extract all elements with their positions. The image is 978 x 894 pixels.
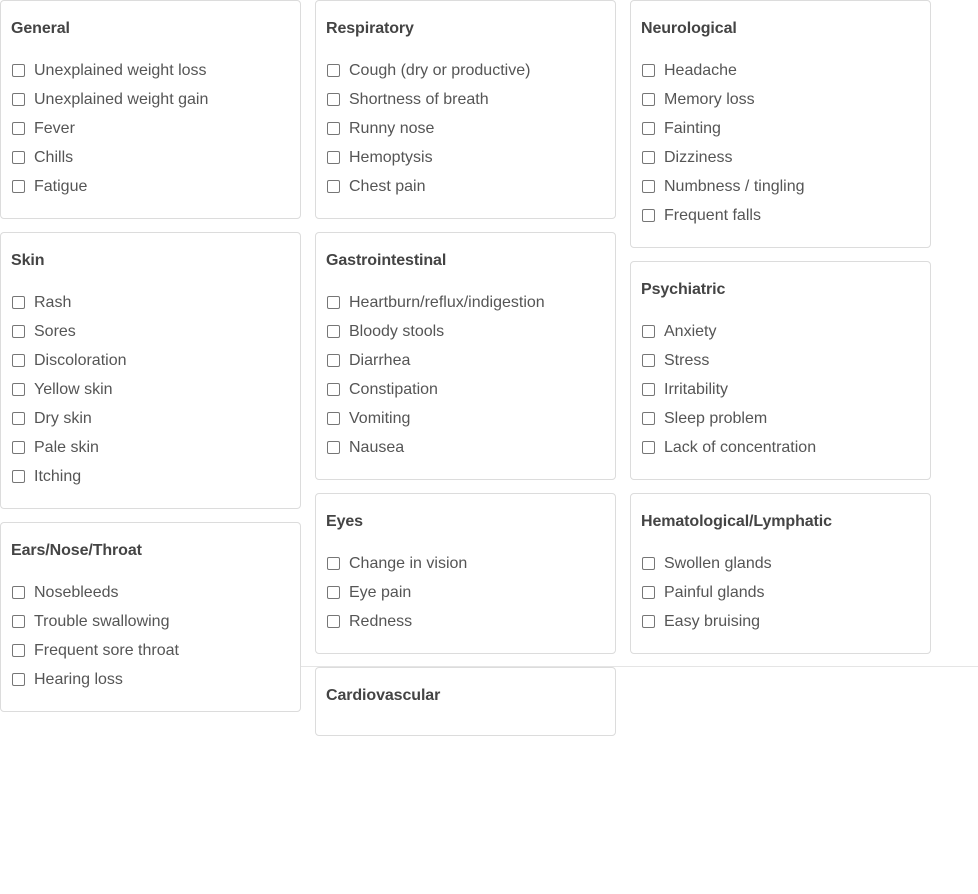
option-fainting[interactable]	[641, 114, 920, 143]
checkbox[interactable]	[642, 151, 655, 164]
checkbox[interactable]	[642, 586, 655, 599]
option-stress[interactable]	[641, 346, 920, 375]
checkbox[interactable]	[327, 64, 340, 77]
option-label: Redness	[349, 613, 413, 630]
card-title: Neurological	[641, 20, 737, 37]
option-label: Nosebleeds	[34, 584, 119, 601]
option-irritability[interactable]	[641, 375, 920, 404]
checkbox[interactable]	[327, 151, 340, 164]
option-label: Stress	[664, 352, 710, 369]
option-label: Pale skin	[34, 439, 99, 456]
option-label: Rash	[34, 294, 72, 311]
option-label: Sleep problem	[664, 410, 768, 427]
option-fever[interactable]	[11, 114, 290, 143]
option-label: Cough (dry or productive)	[349, 62, 531, 79]
checkbox[interactable]	[327, 557, 340, 570]
option-label: Hearing loss	[34, 671, 123, 688]
option-itching[interactable]	[11, 462, 290, 491]
column-1	[0, 0, 301, 725]
option-label: Anxiety	[664, 323, 717, 340]
option-numbness-tingling[interactable]	[641, 172, 920, 201]
option-rash[interactable]	[11, 288, 290, 317]
option-label: Nausea	[349, 439, 405, 456]
checkbox[interactable]	[327, 412, 340, 425]
card-ears-nose-throat	[0, 522, 301, 712]
option-heartburn[interactable]	[326, 288, 605, 317]
option-vomiting[interactable]	[326, 404, 605, 433]
option-label: Runny nose	[349, 120, 435, 137]
option-label: Chills	[34, 149, 74, 166]
checkbox[interactable]	[327, 325, 340, 338]
checkbox[interactable]	[642, 209, 655, 222]
checkbox[interactable]	[642, 412, 655, 425]
checkbox[interactable]	[12, 383, 25, 396]
option-label: Sores	[34, 323, 76, 340]
option-label: Diarrhea	[349, 352, 411, 369]
option-label: Shortness of breath	[349, 91, 489, 108]
option-hearing-loss[interactable]	[11, 665, 290, 694]
checkbox[interactable]	[12, 673, 25, 686]
checkbox[interactable]	[642, 383, 655, 396]
option-shortness-of-breath[interactable]	[326, 85, 605, 114]
card-title: Psychiatric	[641, 281, 726, 298]
option-constipation[interactable]	[326, 375, 605, 404]
option-label: Frequent sore throat	[34, 642, 179, 659]
column-3	[630, 0, 931, 667]
checkbox[interactable]	[12, 296, 25, 309]
option-label: Irritability	[664, 381, 729, 398]
option-label: Memory loss	[664, 91, 755, 108]
option-label: Painful glands	[664, 584, 765, 601]
option-label: Bloody stools	[349, 323, 445, 340]
checkbox[interactable]	[12, 644, 25, 657]
option-label: Eye pain	[349, 584, 412, 601]
checkbox[interactable]	[642, 615, 655, 628]
option-label: Lack of concentration	[664, 439, 817, 456]
option-chest-pain[interactable]	[326, 172, 605, 201]
card-title: Cardiovascular	[326, 687, 441, 704]
option-yellow-skin[interactable]	[11, 375, 290, 404]
option-dry-skin[interactable]	[11, 404, 290, 433]
checkbox[interactable]	[327, 586, 340, 599]
option-trouble-swallowing[interactable]	[11, 607, 290, 636]
option-label: Fever	[34, 120, 75, 137]
card-cardiovascular	[315, 667, 616, 736]
option-label: Headache	[664, 62, 737, 79]
option-memory-loss[interactable]	[641, 85, 920, 114]
option-label: Itching	[34, 468, 82, 485]
checkbox[interactable]	[327, 93, 340, 106]
checkbox[interactable]	[327, 383, 340, 396]
checkbox[interactable]	[12, 151, 25, 164]
option-lack-of-concentration[interactable]	[641, 433, 920, 462]
checkbox[interactable]	[12, 122, 25, 135]
option-label: Unexplained weight gain	[34, 91, 209, 108]
checkbox[interactable]	[642, 441, 655, 454]
card-psychiatric	[630, 261, 931, 480]
checkbox[interactable]	[12, 586, 25, 599]
option-label: Chest pain	[349, 178, 426, 195]
option-label: Change in vision	[349, 555, 468, 572]
checkbox[interactable]	[327, 296, 340, 309]
card-title: Gastrointestinal	[326, 252, 447, 269]
option-label: Trouble swallowing	[34, 613, 170, 630]
option-label: Constipation	[349, 381, 438, 398]
option-label: Numbness / tingling	[664, 178, 805, 195]
checkbox[interactable]	[327, 180, 340, 193]
column-2	[315, 0, 616, 749]
option-painful-glands[interactable]	[641, 578, 920, 607]
card-title: Respiratory	[326, 20, 414, 37]
option-label: Vomiting	[349, 410, 411, 427]
checkbox[interactable]	[642, 122, 655, 135]
option-unexplained-weight-gain[interactable]	[11, 85, 290, 114]
checkbox[interactable]	[12, 470, 25, 483]
checkbox[interactable]	[12, 64, 25, 77]
card-hematological-lymphatic	[630, 493, 931, 654]
option-label: Frequent falls	[664, 207, 761, 224]
option-label: Heartburn/reflux/indigestion	[349, 294, 545, 311]
option-frequent-sore-throat[interactable]	[11, 636, 290, 665]
option-eye-pain[interactable]	[326, 578, 605, 607]
checkbox[interactable]	[642, 354, 655, 367]
card-title: Skin	[11, 252, 45, 269]
option-redness[interactable]	[326, 607, 605, 636]
checkbox[interactable]	[327, 122, 340, 135]
checkbox[interactable]	[642, 93, 655, 106]
option-frequent-falls[interactable]	[641, 201, 920, 230]
option-dizziness[interactable]	[641, 143, 920, 172]
checkbox[interactable]	[327, 615, 340, 628]
option-hemoptysis[interactable]	[326, 143, 605, 172]
option-runny-nose[interactable]	[326, 114, 605, 143]
option-label: Easy bruising	[664, 613, 761, 630]
card-gastrointestinal	[315, 232, 616, 480]
card-title: Eyes	[326, 513, 363, 530]
option-label: Yellow skin	[34, 381, 113, 398]
option-sores[interactable]	[11, 317, 290, 346]
option-nausea[interactable]	[326, 433, 605, 462]
checkbox[interactable]	[642, 64, 655, 77]
option-cough[interactable]	[326, 56, 605, 85]
checkbox[interactable]	[12, 354, 25, 367]
card-neurological	[630, 0, 931, 248]
checkbox[interactable]	[12, 180, 25, 193]
option-discoloration[interactable]	[11, 346, 290, 375]
checkbox[interactable]	[642, 180, 655, 193]
option-label: Discoloration	[34, 352, 127, 369]
card-title: Ears/Nose/Throat	[11, 542, 142, 559]
option-pale-skin[interactable]	[11, 433, 290, 462]
card-title: Hematological/Lymphatic	[641, 513, 832, 530]
option-bloody-stools[interactable]	[326, 317, 605, 346]
card-general	[0, 0, 301, 219]
option-easy-bruising[interactable]	[641, 607, 920, 636]
option-label: Unexplained weight loss	[34, 62, 207, 79]
checkbox[interactable]	[12, 615, 25, 628]
checkbox[interactable]	[12, 412, 25, 425]
checkbox[interactable]	[327, 441, 340, 454]
card-respiratory	[315, 0, 616, 219]
option-sleep-problem[interactable]	[641, 404, 920, 433]
option-label: Hemoptysis	[349, 149, 433, 166]
checkbox[interactable]	[642, 325, 655, 338]
option-diarrhea[interactable]	[326, 346, 605, 375]
option-chills[interactable]	[11, 143, 290, 172]
checkbox[interactable]	[12, 93, 25, 106]
checkbox[interactable]	[327, 354, 340, 367]
option-swollen-glands[interactable]	[641, 549, 920, 578]
option-fatigue[interactable]	[11, 172, 290, 201]
checkbox[interactable]	[642, 557, 655, 570]
checkbox[interactable]	[12, 325, 25, 338]
card-eyes	[315, 493, 616, 654]
option-unexplained-weight-loss[interactable]	[11, 56, 290, 85]
option-label: Fainting	[664, 120, 721, 137]
option-label: Fatigue	[34, 178, 88, 195]
option-label: Dizziness	[664, 149, 733, 166]
card-skin	[0, 232, 301, 509]
option-nosebleeds[interactable]	[11, 578, 290, 607]
option-label: Swollen glands	[664, 555, 772, 572]
checkbox[interactable]	[12, 441, 25, 454]
option-headache[interactable]	[641, 56, 920, 85]
card-title: General	[11, 20, 70, 37]
option-anxiety[interactable]	[641, 317, 920, 346]
option-change-in-vision[interactable]	[326, 549, 605, 578]
option-label: Dry skin	[34, 410, 92, 427]
